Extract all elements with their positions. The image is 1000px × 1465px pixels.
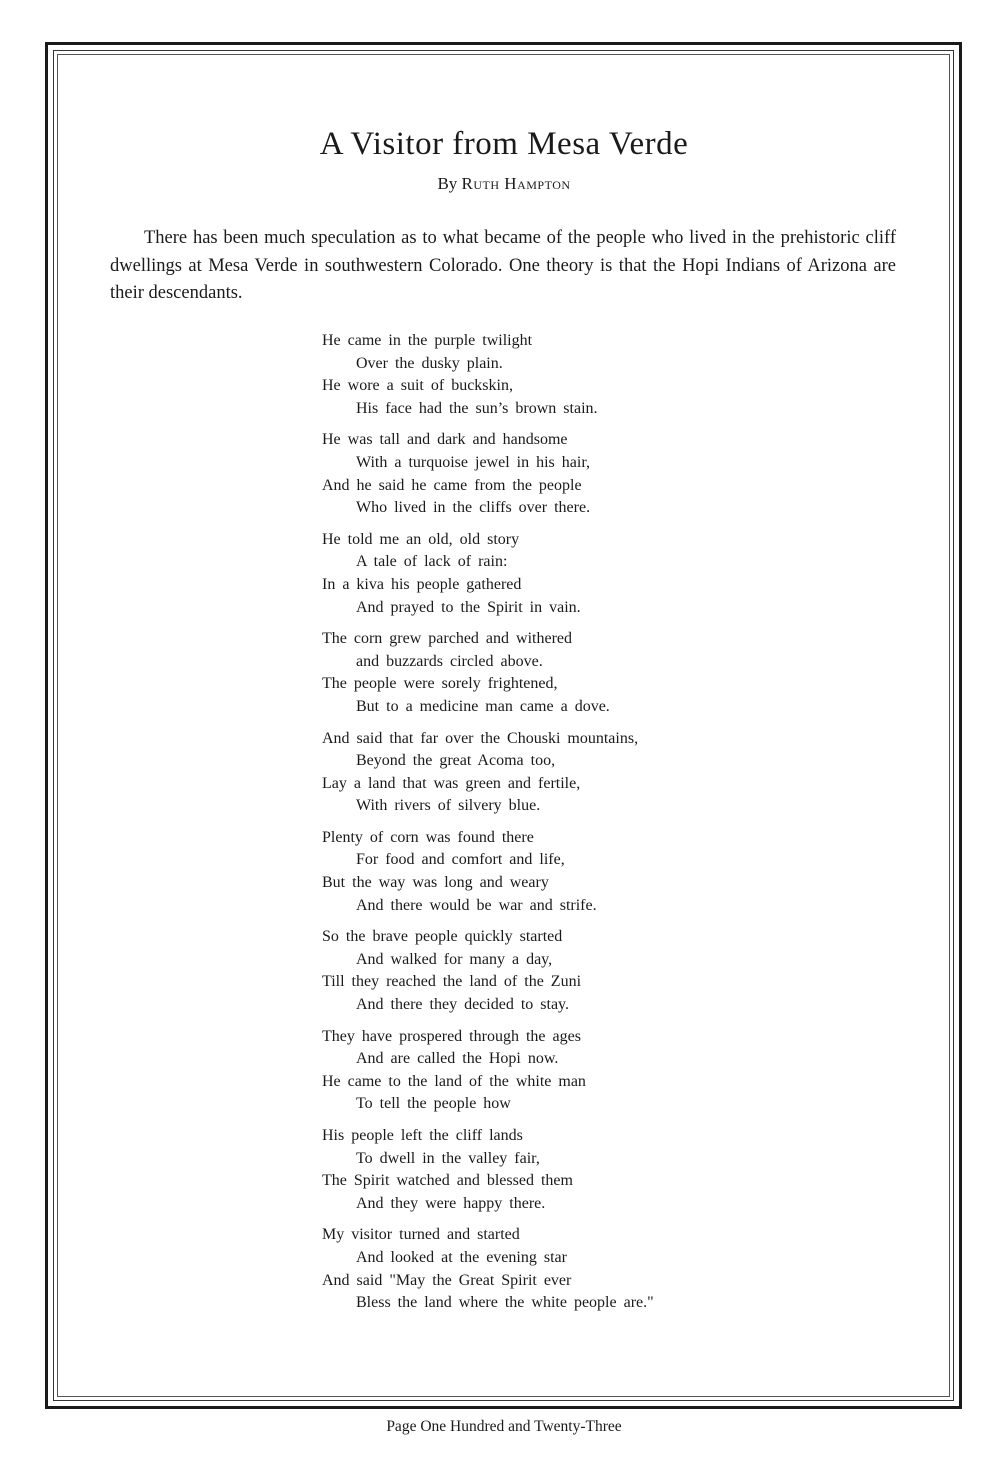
poem-line: He was tall and dark and handsome	[322, 431, 568, 449]
poem-body	[322, 330, 742, 1324]
stanza	[322, 926, 742, 1016]
poem-line: He wore a suit of buckskin,	[322, 377, 513, 395]
page-number: Page One Hundred and Twenty-Three	[386, 1418, 622, 1435]
poem-line: Till they reached the land of the Zuni	[322, 973, 582, 991]
poem-line: Plenty of corn was found there	[322, 828, 534, 846]
poem-line: In a kiva his people gathered	[322, 575, 522, 593]
poem-line: But the way was long and weary	[322, 874, 549, 892]
stanza	[322, 728, 742, 818]
stanza	[322, 827, 742, 917]
poem-line: But to a medicine man came a dove.	[356, 697, 610, 715]
poem-line: And they were happy there.	[356, 1194, 546, 1212]
poem-line: A tale of lack of rain:	[356, 553, 508, 571]
poem-line: and buzzards circled above.	[356, 652, 543, 670]
poem-line: And there they decided to stay.	[356, 996, 570, 1014]
poem-line: He came to the land of the white man	[322, 1072, 586, 1090]
poem-line: Who lived in the cliffs over there.	[356, 499, 591, 517]
poem-line: Over the dusky plain.	[356, 354, 503, 372]
poem-line: To tell the people how	[356, 1095, 511, 1113]
poem-line: And said "May the Great Spirit ever	[322, 1271, 572, 1289]
poem-line: And he said he came from the people	[322, 476, 582, 494]
poem-line: The corn grew parched and withered	[322, 630, 572, 648]
poem-line: With a turquoise jewel in his hair,	[356, 453, 590, 471]
stanza	[322, 429, 742, 519]
stanza	[322, 1224, 742, 1314]
poem-line: His people left the cliff lands	[322, 1127, 523, 1144]
poem-line: So the brave people quickly started	[322, 928, 563, 946]
poem-title: A Visitor from Mesa Verde	[319, 126, 689, 162]
stanza	[322, 1026, 742, 1116]
poem-line: With rivers of silvery blue.	[356, 797, 541, 815]
poem-line: And walked for many a day,	[356, 950, 553, 968]
poem-line: And there would be war and strife.	[356, 896, 597, 914]
stanza	[322, 330, 742, 420]
poem-line: Bless the land where the white people are."	[356, 1294, 654, 1312]
poem-line: My visitor turned and started	[322, 1226, 520, 1244]
poem-line: And looked at the evening star	[356, 1248, 567, 1266]
poem-line: Lay a land that was green and fertile,	[322, 774, 581, 792]
byline	[0, 174, 1000, 194]
stanza	[322, 628, 742, 718]
poem-line: Beyond the great Acoma too,	[356, 752, 556, 770]
poem-line: They have prospered through the ages	[322, 1027, 581, 1045]
stanza	[322, 1125, 742, 1215]
poem-line: For food and comfort and life,	[356, 851, 565, 869]
intro-paragraph: There has been much speculation as to what became of the people who lived in the prehistoric cliff dwellings at Mesa Verde in southwestern Colorado. One theory is that the Hopi Indians of Arizona are their descendants.	[110, 228, 896, 303]
poem-line: His face had the sun’s brown stain.	[356, 399, 598, 417]
poem-line: He came in the purple twilight	[322, 332, 533, 349]
poem-line: And said that far over the Chouski mountains,	[322, 729, 639, 747]
stanza	[322, 529, 742, 619]
author-name: Ruth Hampton	[461, 174, 571, 193]
poem-line: He told me an old, old story	[322, 530, 520, 548]
poem-line: The people were sorely frightened,	[322, 675, 558, 693]
byline-prefix: By	[437, 174, 458, 193]
poem-line: To dwell in the valley fair,	[356, 1149, 540, 1167]
poem-line: The Spirit watched and blessed them	[322, 1172, 573, 1190]
poem-line: And are called the Hopi now.	[356, 1050, 559, 1068]
poem-line: And prayed to the Spirit in vain.	[356, 598, 581, 616]
